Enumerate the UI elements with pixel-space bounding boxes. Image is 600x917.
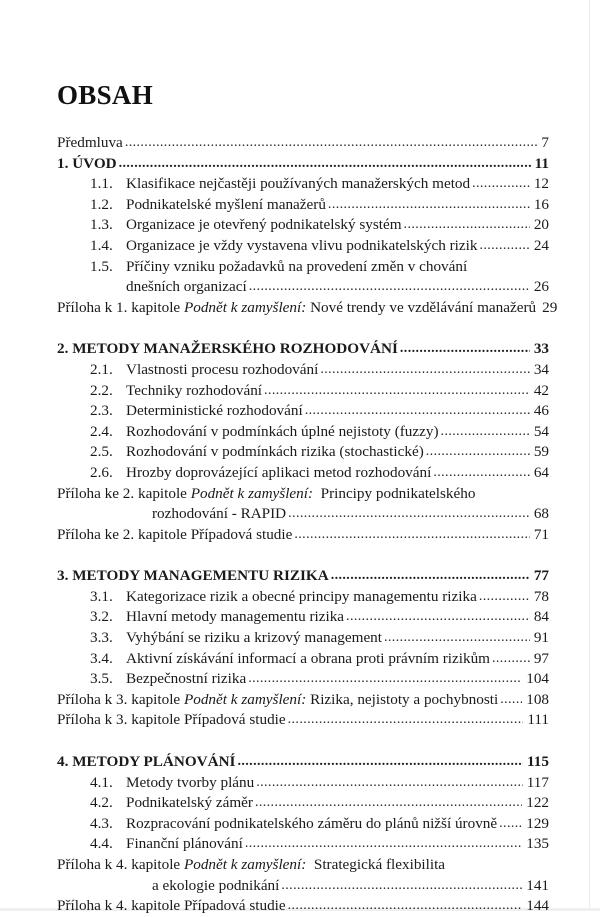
dot-leader [256, 773, 523, 794]
dot-leader [119, 154, 531, 175]
toc-appendix-continuation[interactable] [57, 504, 549, 525]
toc-entry-text: Finanční plánování [126, 835, 243, 853]
dot-leader [426, 442, 530, 463]
toc-section-number: 1.4. [90, 236, 113, 254]
toc-page-number: 104 [526, 670, 549, 688]
toc-section-number: 2.5. [90, 443, 113, 461]
appendix-italic-label: Podnět k zamyšlení: [183, 298, 307, 316]
toc-page-number: 141 [526, 876, 549, 894]
toc-page-number: 42 [533, 381, 549, 399]
toc-page-number: 91 [533, 629, 549, 647]
toc-page-number: 24 [533, 236, 549, 254]
dot-leader [237, 752, 523, 773]
dot-leader [479, 587, 530, 608]
toc-section-number: 2.1. [90, 360, 113, 378]
toc-appendix[interactable] [57, 525, 549, 546]
page-title: OBSAH [57, 80, 154, 110]
toc-page-number: 111 [527, 711, 549, 729]
dot-leader [249, 277, 530, 298]
toc-page-number: 16 [533, 195, 549, 213]
dot-leader [384, 628, 530, 649]
appendix-prefix: Příloha k 4. kapitole [57, 856, 184, 873]
toc-entry-preface[interactable] [57, 133, 549, 154]
dot-leader [492, 649, 530, 670]
page-edge [589, 0, 590, 911]
toc-entry[interactable] [57, 814, 549, 835]
toc-section-number: 2.4. [90, 422, 113, 440]
dot-leader [281, 876, 522, 897]
appendix-title: Nové trendy ve vzdělávání manažerů [306, 298, 537, 316]
toc-entry-text: Metody tvorby plánu [126, 773, 255, 791]
toc-appendix-continuation[interactable] [57, 876, 549, 897]
dot-leader [294, 525, 529, 546]
appendix-italic-label: Podnět k zamyšlení: [183, 690, 307, 708]
toc-entry-text: Podnikatelské myšlení manažerů [126, 195, 326, 213]
toc-page-number: 59 [533, 443, 549, 461]
toc-entry[interactable] [57, 401, 549, 422]
toc-entry-text: Organizace je otevřený podnikatelský systém [126, 216, 402, 234]
toc-page-number: 117 [526, 773, 549, 791]
appendix-title: Principy podnikatelského [313, 484, 476, 502]
toc-chapter-3[interactable] [57, 566, 549, 587]
toc-appendix-text: Příloha k 3. kapitole Případová studie [57, 711, 286, 729]
toc-entry-text: Bezpečnostní rizika [126, 670, 247, 688]
toc-section-number: 2.6. [90, 463, 113, 481]
toc-page-number: 129 [526, 814, 549, 832]
toc-page-number: 64 [533, 463, 549, 481]
section-gap [57, 545, 549, 566]
toc-chapter-4[interactable] [57, 752, 549, 773]
toc-section-number: 3.4. [90, 649, 113, 667]
appendix-title: Rizika, nejistoty a pochybnosti [306, 690, 499, 708]
toc-entry-text: Klasifikace nejčastěji používaných manažerských metod [126, 175, 471, 193]
dot-leader [264, 381, 530, 402]
toc-section-number: 1.5. [90, 257, 113, 275]
dot-leader [400, 339, 530, 360]
toc-page-number: 46 [533, 402, 549, 420]
toc-entry-text: Hlavní metody managementu rizika [126, 608, 345, 626]
section-gap [57, 731, 549, 752]
toc-entry-text: Vyhýbání se riziku a krizový management [126, 629, 382, 647]
toc-page-number: 78 [533, 587, 549, 605]
appendix-italic-label: Podnět k zamyšlení: [183, 856, 307, 873]
toc-appendix[interactable] [57, 855, 549, 876]
toc-page-number: 12 [533, 175, 549, 193]
toc-entry-text: Techniky rozhodování [126, 381, 263, 399]
toc-section-number: 2.3. [90, 402, 113, 420]
toc-page-number: 34 [533, 360, 549, 378]
section-gap [57, 318, 549, 339]
toc-appendix-text [57, 690, 498, 711]
toc-appendix[interactable] [57, 690, 549, 711]
toc-entry-text: Podnikatelský záměr [126, 794, 253, 812]
toc-section-number: 3.5. [90, 670, 113, 688]
table-of-contents [57, 133, 558, 917]
toc-entry-text: Kategorizace rizik a obecné principy managementu rizika [126, 587, 477, 605]
toc-entry-text: a ekologie podnikání [152, 876, 280, 894]
toc-entry-text: Předmluva [57, 134, 123, 151]
dot-leader [479, 236, 529, 257]
toc-appendix[interactable] [57, 710, 549, 731]
toc-entry[interactable] [57, 669, 549, 690]
toc-appendix-text: Příloha k 4. kapitole Případová studie [57, 897, 286, 915]
toc-page-number: 97 [533, 649, 549, 667]
appendix-prefix: Příloha ke 2. kapitole [57, 484, 191, 502]
dot-leader [245, 834, 522, 855]
appendix-title: Strategická flexibilita [306, 856, 446, 873]
toc-entry[interactable] [57, 236, 549, 257]
toc-section-number: 4.2. [90, 794, 113, 812]
toc-entry[interactable] [57, 773, 549, 794]
toc-entry-text: Hrozby doprovázející aplikaci metod rozhodování [126, 463, 432, 481]
toc-appendix-text [57, 298, 536, 319]
toc-section-number: 1.3. [90, 216, 113, 234]
toc-page-number: 54 [533, 422, 549, 440]
dot-leader [331, 566, 530, 587]
dot-leader [404, 215, 530, 236]
toc-section-number: 4.3. [90, 814, 113, 832]
toc-page-number: 20 [533, 216, 549, 234]
dot-leader [328, 195, 530, 216]
appendix-italic-label: Podnět k zamyšlení: [190, 484, 314, 502]
toc-entry[interactable] [57, 215, 549, 236]
toc-entry-text: Rozpracování podnikatelského záměru do plánů nižší úrovně [126, 814, 498, 832]
toc-entry[interactable] [57, 381, 549, 402]
dot-leader [125, 133, 538, 154]
toc-section-number: 3.2. [90, 608, 113, 626]
toc-page-number: 71 [533, 525, 549, 543]
toc-entry-text: Deterministické rozhodování [126, 402, 303, 420]
toc-entry-text: Organizace je vždy vystavena vlivu podnikatelských rizik [126, 236, 478, 254]
dot-leader [288, 896, 523, 917]
appendix-prefix: Příloha k 3. kapitole [57, 690, 184, 708]
toc-appendix[interactable] [57, 298, 558, 319]
toc-entry[interactable] [57, 649, 549, 670]
toc-entry[interactable] [57, 793, 549, 814]
toc-chapter-1[interactable] [57, 154, 549, 175]
toc-section-number: 1.2. [90, 195, 113, 213]
toc-chapter-title: 2. METODY MANAŽERSKÉHO ROZHODOVÁNÍ [57, 340, 398, 358]
toc-page-number: 33 [533, 340, 549, 358]
toc-entry-text: Příčiny vzniku požadavků na provedení změn v chování [126, 257, 468, 275]
toc-chapter-2[interactable] [57, 339, 549, 360]
toc-page-number: 7 [541, 134, 549, 151]
toc-page-number: 108 [526, 690, 549, 708]
toc-section-number: 2.2. [90, 381, 113, 399]
toc-appendix-text: Příloha ke 2. kapitole Případová studie [57, 525, 293, 543]
toc-page-number: 77 [533, 567, 549, 585]
toc-chapter-title: 4. METODY PLÁNOVÁNÍ [57, 753, 236, 771]
toc-chapter-title: 1. ÚVOD [57, 154, 117, 172]
toc-section-number: 4.4. [90, 835, 113, 853]
toc-entry[interactable] [57, 463, 549, 484]
toc-appendix[interactable] [57, 896, 549, 917]
toc-section-number: 4.1. [90, 773, 113, 791]
dot-leader [499, 814, 522, 835]
toc-entry[interactable] [57, 360, 549, 381]
dot-leader [255, 793, 522, 814]
toc-entry[interactable] [57, 174, 549, 195]
toc-page-number: 144 [526, 897, 549, 915]
appendix-prefix: Příloha k 1. kapitole [57, 298, 184, 316]
toc-entry-text: rozhodování - RAPID [152, 505, 287, 523]
toc-entry-text: dnešních organizací [126, 278, 247, 296]
toc-page-number: 26 [533, 278, 549, 296]
toc-page-number: 84 [533, 608, 549, 626]
toc-entry[interactable] [57, 195, 549, 216]
toc-entry-continuation[interactable] [57, 277, 549, 298]
toc-page-number: 68 [533, 505, 549, 523]
toc-page-number: 122 [526, 794, 549, 812]
dot-leader [288, 504, 530, 525]
toc-entry[interactable] [57, 834, 549, 855]
toc-entry[interactable] [57, 607, 549, 628]
toc-section-number: 3.3. [90, 629, 113, 647]
toc-entry-text: Vlastnosti procesu rozhodování [126, 360, 319, 378]
toc-entry-text: Aktivní získávání informací a obrana proti právním rizikům [126, 649, 490, 667]
toc-entry-text: Rozhodování v podmínkách rizika (stochastické) [126, 443, 424, 461]
dot-leader [472, 174, 530, 195]
toc-entry[interactable] [57, 422, 549, 443]
toc-page-number: 29 [542, 298, 558, 316]
dot-leader [500, 690, 522, 711]
toc-section-number: 3.1. [90, 587, 113, 605]
dot-leader [320, 360, 529, 381]
toc-entry[interactable] [57, 628, 549, 649]
toc-appendix-text [57, 484, 475, 505]
toc-page-number: 11 [534, 154, 549, 172]
toc-appendix-text [57, 855, 445, 876]
dot-leader [441, 422, 530, 443]
dot-leader [248, 669, 522, 690]
toc-entry[interactable] [57, 587, 549, 608]
toc-chapter-title: 3. METODY MANAGEMENTU RIZIKA [57, 567, 329, 585]
toc-entry[interactable] [57, 257, 549, 278]
dot-leader [288, 710, 524, 731]
toc-page-number: 135 [526, 835, 549, 853]
toc-appendix[interactable] [57, 484, 549, 505]
toc-section-number: 1.1. [90, 175, 113, 193]
toc-page-number: 115 [527, 753, 549, 771]
toc-entry-text: Rozhodování v podmínkách úplné nejistoty (fuzzy) [126, 422, 439, 440]
dot-leader [305, 401, 530, 422]
toc-entry[interactable] [57, 442, 549, 463]
dot-leader [346, 607, 530, 628]
dot-leader [433, 463, 529, 484]
